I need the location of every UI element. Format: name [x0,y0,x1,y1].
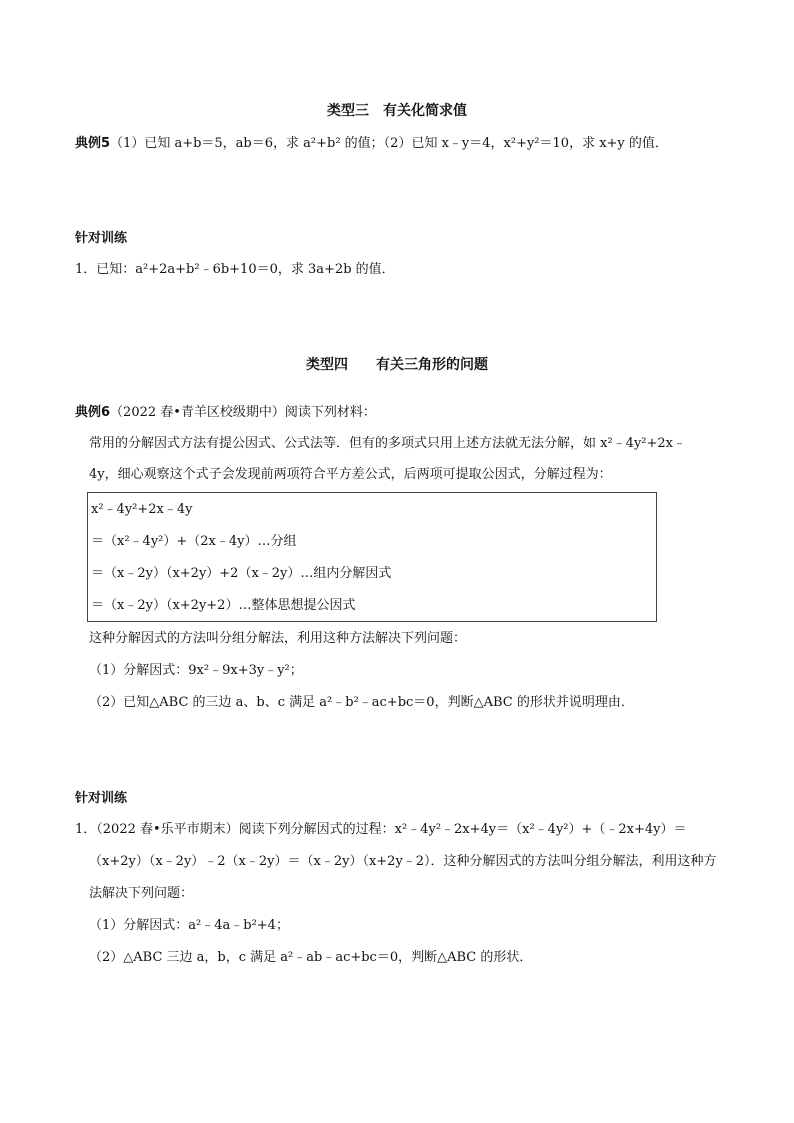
example5 [75,134,668,154]
example6-para-line-2: 4y，细心观察这个式子会发现前两项符合平方差公式，后两项可提取公因式，分解过程为： [89,467,612,482]
after-box-text: 这种分解因式的方法叫分组分解法，利用这种方法解决下列问题： [89,631,467,646]
factoring-process-box [87,492,657,622]
box-line-1: x²﹣4y²+2x﹣4y [91,502,193,517]
section3-title: 类型三 有关化简求值 [327,103,467,119]
practice-4-question-1: （1）分解因式：a²﹣4a﹣b²+4； [89,918,289,933]
practice-4-question-2: （2）△ABC 三边 a，b，c 满足 a²﹣ab﹣ac+bc＝0，判断△ABC 的形状． [89,950,533,965]
example6-question-2: （2）已知△ABC 的三边 a、b、c 满足 a²﹣b²﹣ac+bc＝0，判断△ABC 的形状并说明理由． [89,695,634,710]
example5-label: 典例5 [75,136,111,151]
example6-question-1: （1）分解因式：9x²﹣9x+3y﹣y²； [89,663,303,678]
example6-head: （2022 春•青羊区校级期中）阅读下列材料： [110,405,376,420]
box-line-4: ＝（x﹣2y）（x+2y+2）…整体思想提公因式 [91,598,356,613]
box-line-2: ＝（x²﹣4y²）+（2x﹣4y）…分组 [91,534,297,549]
practice-4-line-3: 法解决下列问题： [89,886,194,901]
example6-para-line-1: 常用的分解因式方法有提公因式、公式法等．但有的多项式只用上述方法就无法分解，如 x²﹣4y²+2x﹣ [89,436,686,451]
practice-label-4: 针对训练 [75,791,128,806]
section4-title: 类型四 有关三角形的问题 [306,357,488,373]
example6 [75,403,376,423]
box-line-3: ＝（x﹣2y）（x+2y）+2（x﹣2y）…组内分解因式 [91,566,392,581]
example5-text: （1）已知 a+b＝5，ab＝6，求 a²+b² 的值；（2）已知 x﹣y＝4，x²+y²＝10，求 x+y 的值． [110,136,668,151]
practice-4-line-1: 1．（2022 春•乐平市期末）阅读下列分解因式的过程：x²﹣4y²﹣2x+4y＝（x²﹣4y²）+（﹣2x+4y）＝ [75,822,687,837]
practice-3-item-1: 1．已知：a²+2a+b²﹣6b+10＝0，求 3a+2b 的值． [75,262,395,277]
practice-4-line-2: （x+2y）（x﹣2y）﹣2（x﹣2y）＝（x﹣2y）（x+2y﹣2）．这种分解因式的方法叫分组分解法，利用这种方 [89,854,717,869]
practice-label-3: 针对训练 [75,231,128,246]
example6-label: 典例6 [75,405,111,420]
